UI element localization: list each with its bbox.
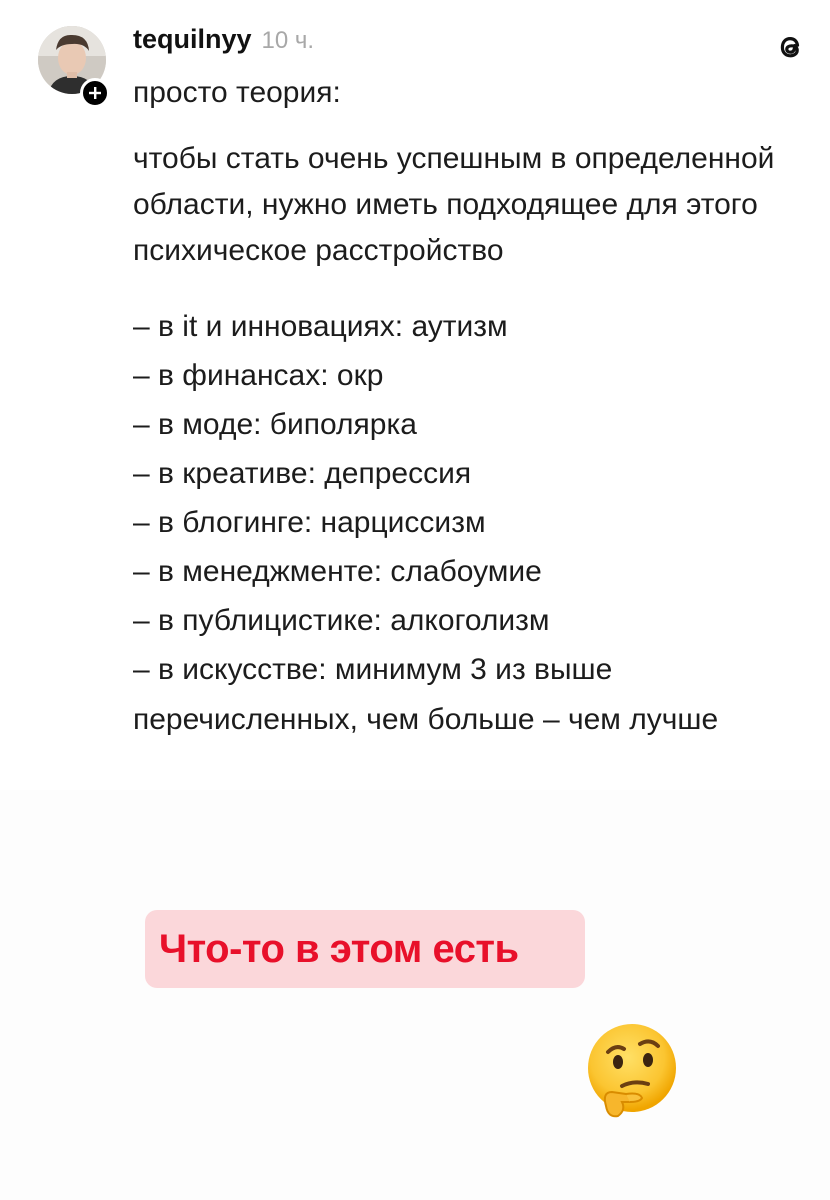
post-list: [133, 302, 793, 745]
post-paragraph: чтобы стать очень успешным в определенной области, нужно иметь подходящее для этого психическое расстройство: [133, 142, 775, 267]
username[interactable]: tequilnyy: [133, 24, 252, 54]
list-item: – в креативе: депрессия: [133, 457, 472, 490]
caption-text: Что-то в этом есть: [159, 926, 519, 971]
post-heading: просто теория:: [133, 76, 341, 109]
list-item: – в моде: биполярка: [133, 408, 417, 441]
list-item: – в искусстве: минимум 3 из выше перечисленных, чем больше – чем лучше: [133, 653, 719, 736]
list-item: – в финансах: окр: [133, 359, 384, 392]
caption-sticker: [145, 910, 585, 988]
thinking-face-icon: [582, 1022, 686, 1126]
threads-logo-icon: [773, 30, 807, 64]
list-item: – в блогинге: нарциссизм: [133, 506, 486, 539]
post-time: 10 ч.: [261, 27, 315, 54]
plus-icon: [87, 85, 103, 101]
list-item: – в менеджменте: слабоумие: [133, 555, 542, 588]
avatar-container[interactable]: [38, 26, 106, 104]
list-item: – в публицистике: алкоголизм: [133, 604, 550, 637]
post-body: [133, 70, 793, 745]
post-header: [133, 24, 314, 55]
follow-button[interactable]: [80, 78, 110, 108]
list-item: – в it и инновациях: аутизм: [133, 310, 508, 343]
